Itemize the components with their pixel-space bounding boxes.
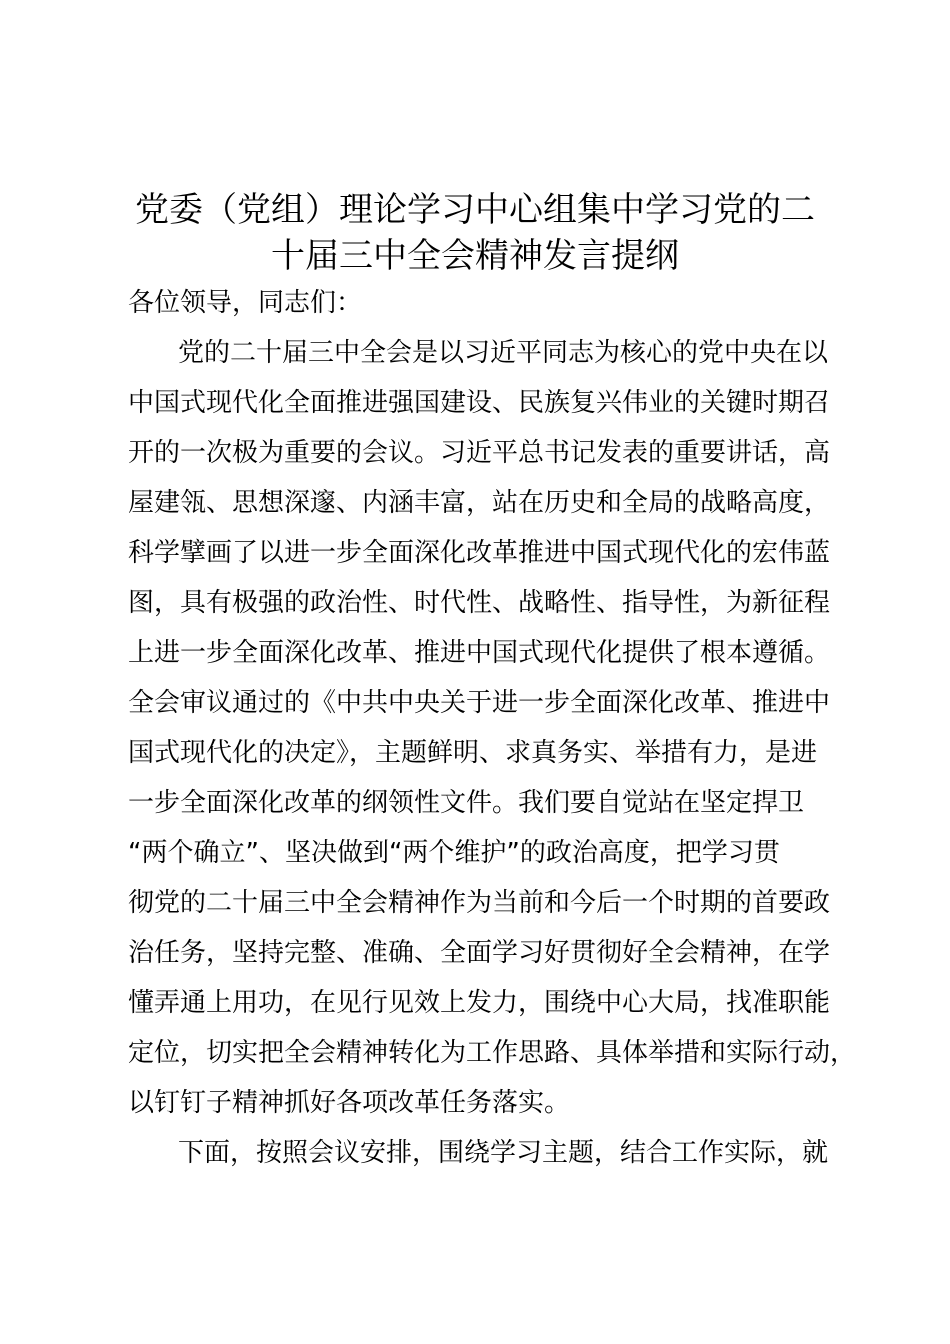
paragraph-line: 科学擘画了以进一步全面深化改革推进中国式现代化的宏伟蓝 [128,538,831,568]
paragraph-line: 图，具有极强的政治性、时代性、战略性、指导性，为新征程 [128,588,831,618]
paragraph-line: 下面，按照会议安排，围绕学习主题，结合工作实际，就 [178,1138,829,1168]
document-title-line-2: 十届三中全会精神发言提纲 [271,236,679,276]
paragraph-line: 彻党的二十届三中全会精神作为当前和今后一个时期的首要政 [128,888,831,918]
paragraph-line: 治任务，坚持完整、准确、全面学习好贯彻好全会精神，在学 [128,938,831,968]
paragraph-line: 中国式现代化全面推进强国建设、民族复兴伟业的关键时期召 [128,388,831,418]
paragraph-line: 上进一步全面深化改革、推进中国式现代化提供了根本遵循。 [128,638,831,668]
document-title-line-1: 党委（党组）理论学习中心组集中学习党的二 [135,190,815,230]
paragraph-line: 党的二十届三中全会是以习近平同志为核心的党中央在以 [178,338,829,368]
paragraph-line: 一步全面深化改革的纲领性文件。我们要自觉站在坚定捍卫 [128,788,805,818]
paragraph-line: “两个确立”、坚决做到“两个维护”的政治高度，把学习贯 [128,838,780,868]
paragraph-line: 懂弄通上用功，在见行见效上发力，围绕中心大局，找准职能 [128,988,831,1018]
paragraph-line: 全会审议通过的《中共中央关于进一步全面深化改革、推进中 [128,688,831,718]
salutation: 各位领导，同志们： [128,288,363,318]
paragraph-line: 屋建瓴、思想深邃、内涵丰富，站在历史和全局的战略高度， [128,488,831,518]
paragraph-line: 国式现代化的决定》，主题鲜明、求真务实、举措有力，是进 [128,738,818,768]
paragraph-line: 定位，切实把全会精神转化为工作思路、具体举措和实际行动， [128,1038,857,1068]
paragraph-line: 开的一次极为重要的会议。习近平总书记发表的重要讲话，高 [128,438,831,468]
paragraph-line: 以钉钉子精神抓好各项改革任务落实。 [128,1088,571,1118]
